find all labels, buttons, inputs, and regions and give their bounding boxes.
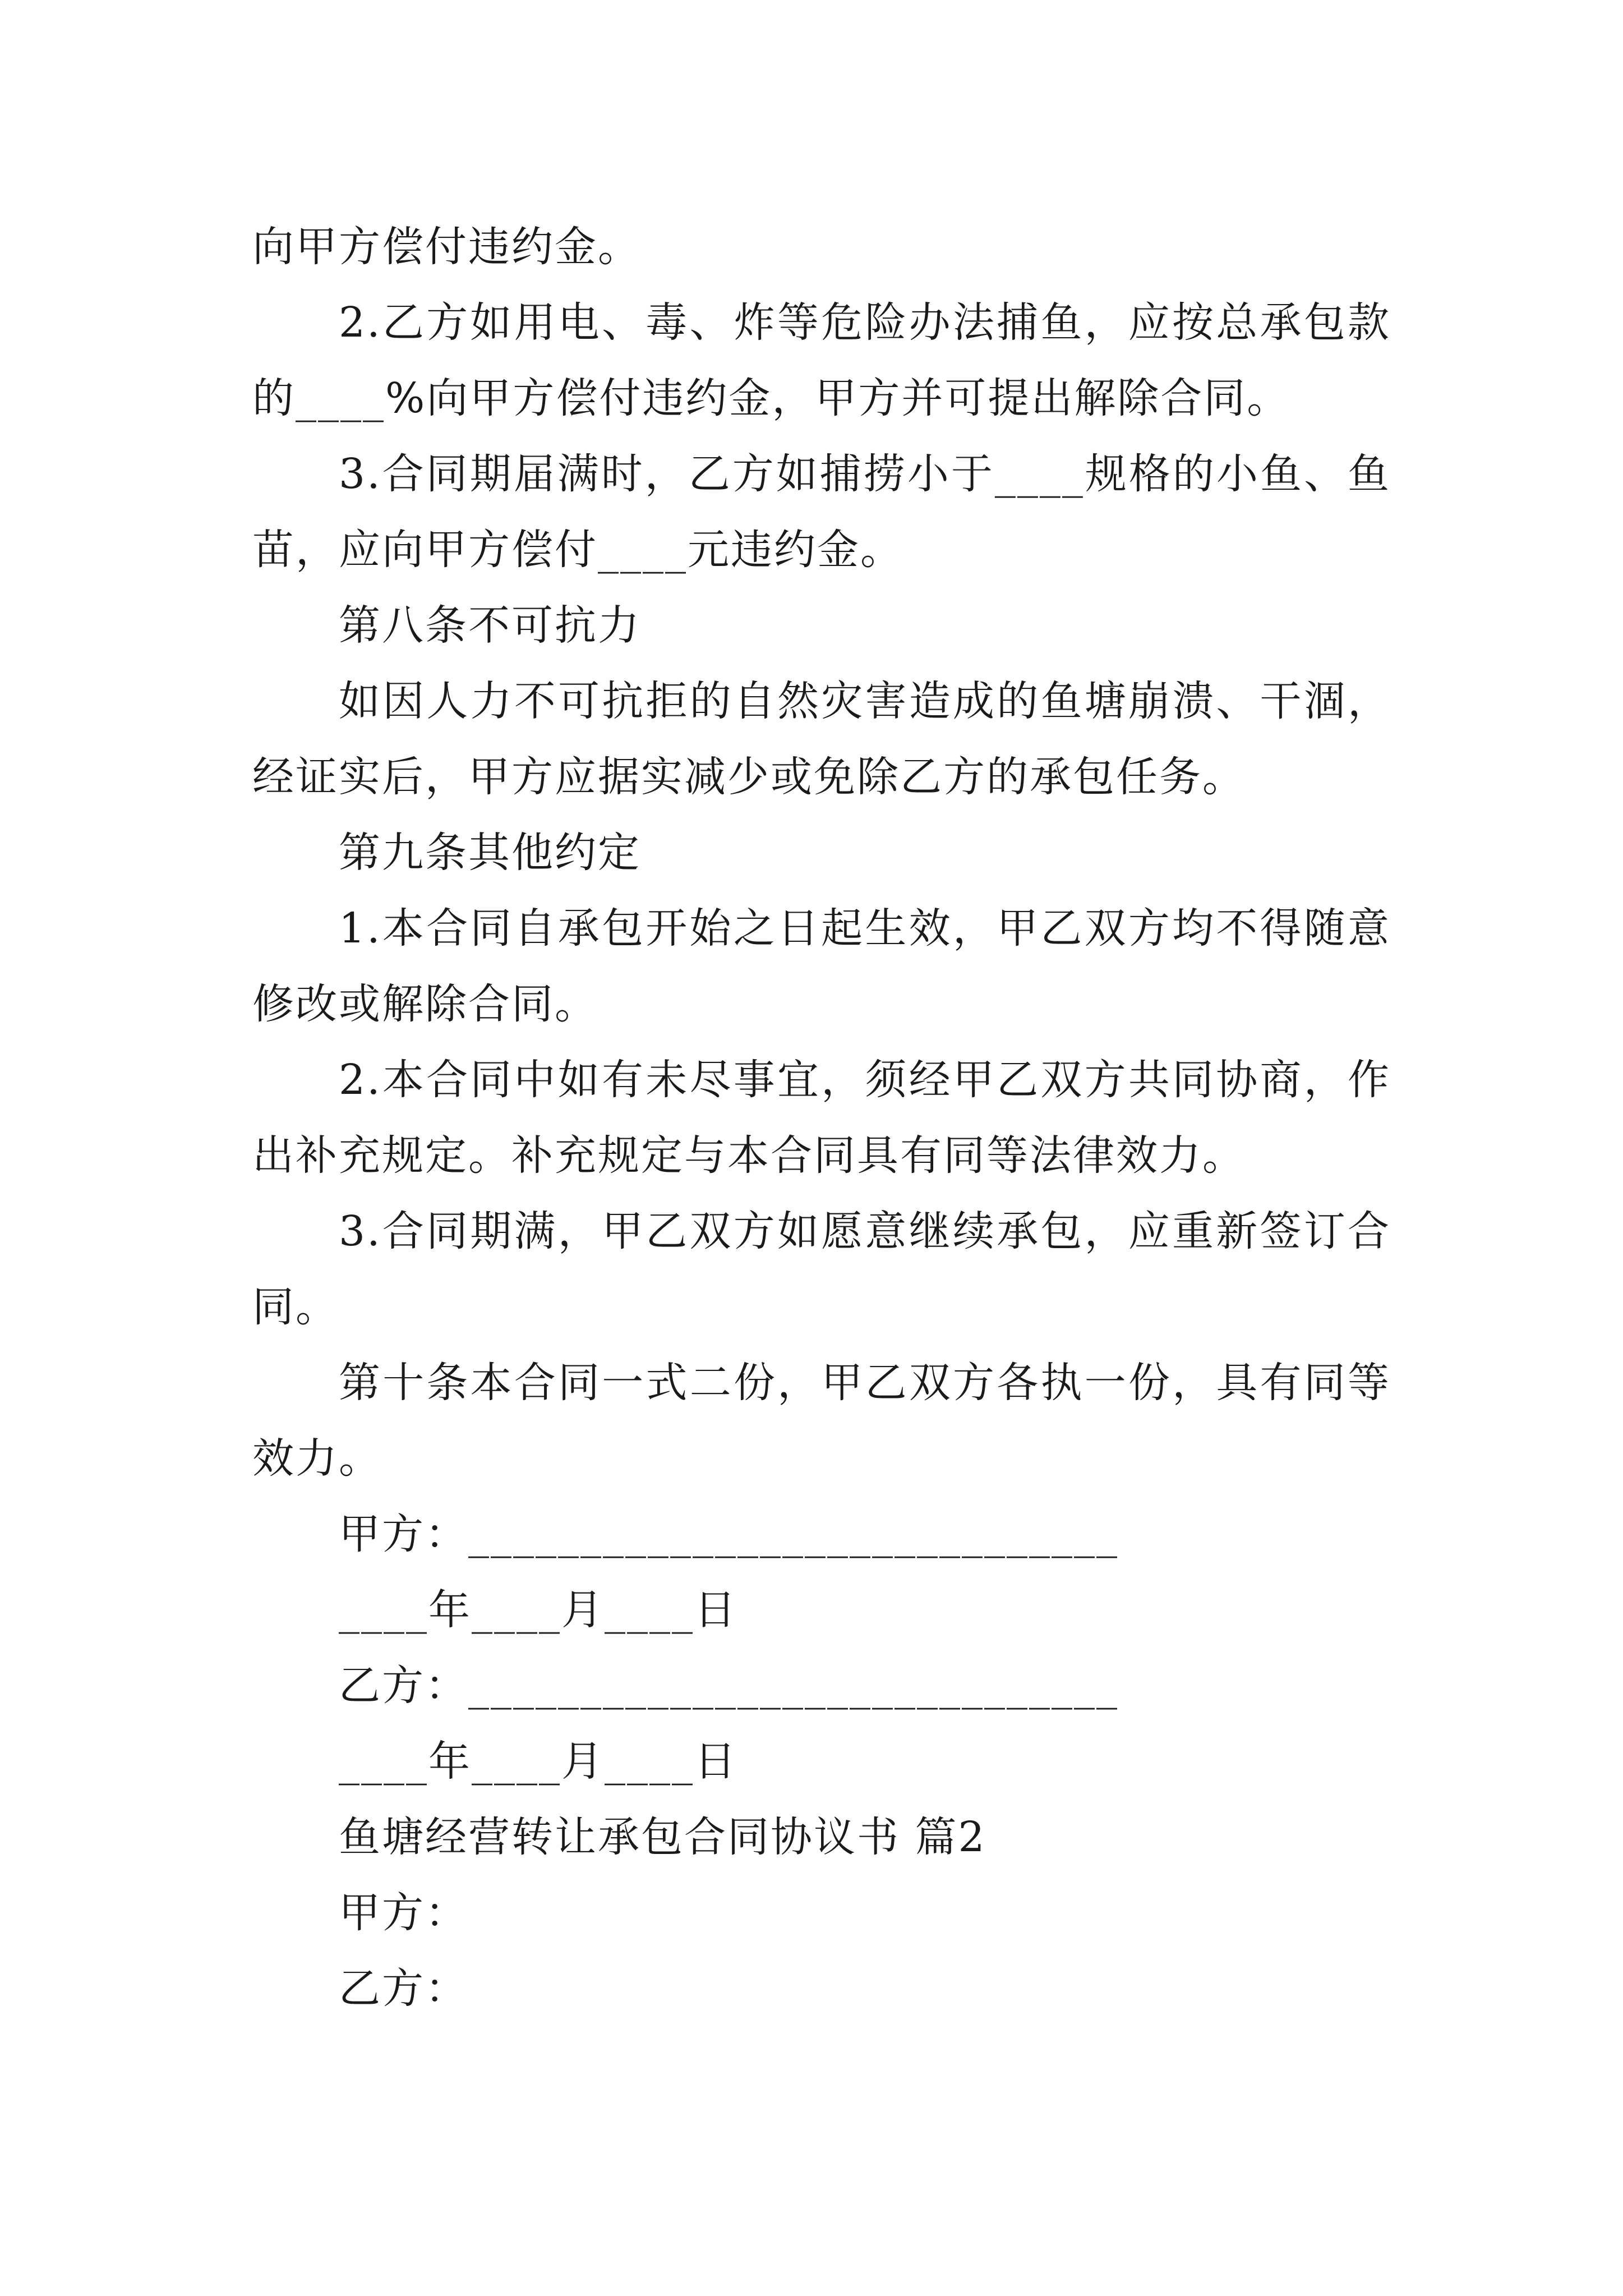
- text-line: 1.本合同自承包开始之日起生效，甲乙双方均不得随意: [339, 904, 1391, 953]
- party-b-date-line: ____年____月____日: [339, 1737, 737, 1786]
- document-title-part-2: 鱼塘经营转让承包合同协议书 篇2: [339, 1813, 986, 1861]
- text-line: 效力。: [252, 1434, 382, 1483]
- text-line: 苗，应向甲方偿付____元违约金。: [252, 526, 903, 574]
- party-a-label: 甲方：: [339, 1889, 468, 1937]
- section-heading: 第八条不可抗力: [339, 601, 641, 650]
- party-a-signature-line: 甲方：_____________________________: [339, 1510, 1119, 1558]
- text-line: 3.合同期满，甲乙双方如愿意继续承包，应重新签订合: [339, 1207, 1391, 1255]
- party-b-signature-line: 乙方：_____________________________: [339, 1662, 1119, 1710]
- text-line: 同。: [252, 1283, 339, 1331]
- text-line: 第十条本合同一式二份，甲乙双方各执一份，具有同等: [339, 1359, 1391, 1407]
- text-line: 经证实后，甲方应据实减少或免除乙方的承包任务。: [252, 753, 1246, 801]
- party-b-label: 乙方：: [339, 1964, 468, 2013]
- text-line: 修改或解除合同。: [252, 980, 598, 1028]
- text-line: 出补充规定。补充规定与本合同具有同等法律效力。: [252, 1131, 1246, 1180]
- text-line: 2.乙方如用电、毒、炸等危险办法捕鱼，应按总承包款: [339, 298, 1391, 347]
- text-line: 如因人力不可抗拒的自然灾害造成的鱼塘崩溃、干涸，: [339, 677, 1391, 725]
- text-line: 向甲方偿付违约金。: [252, 223, 641, 271]
- text-line: 3.合同期届满时，乙方如捕捞小于____规格的小鱼、鱼: [339, 450, 1391, 498]
- party-a-date-line: ____年____月____日: [339, 1586, 737, 1634]
- text-line: 2.本合同中如有未尽事宜，须经甲乙双方共同协商，作: [339, 1056, 1391, 1104]
- text-line: 的____%向甲方偿付违约金，甲方并可提出解除合同。: [252, 374, 1290, 422]
- section-heading: 第九条其他约定: [339, 829, 641, 877]
